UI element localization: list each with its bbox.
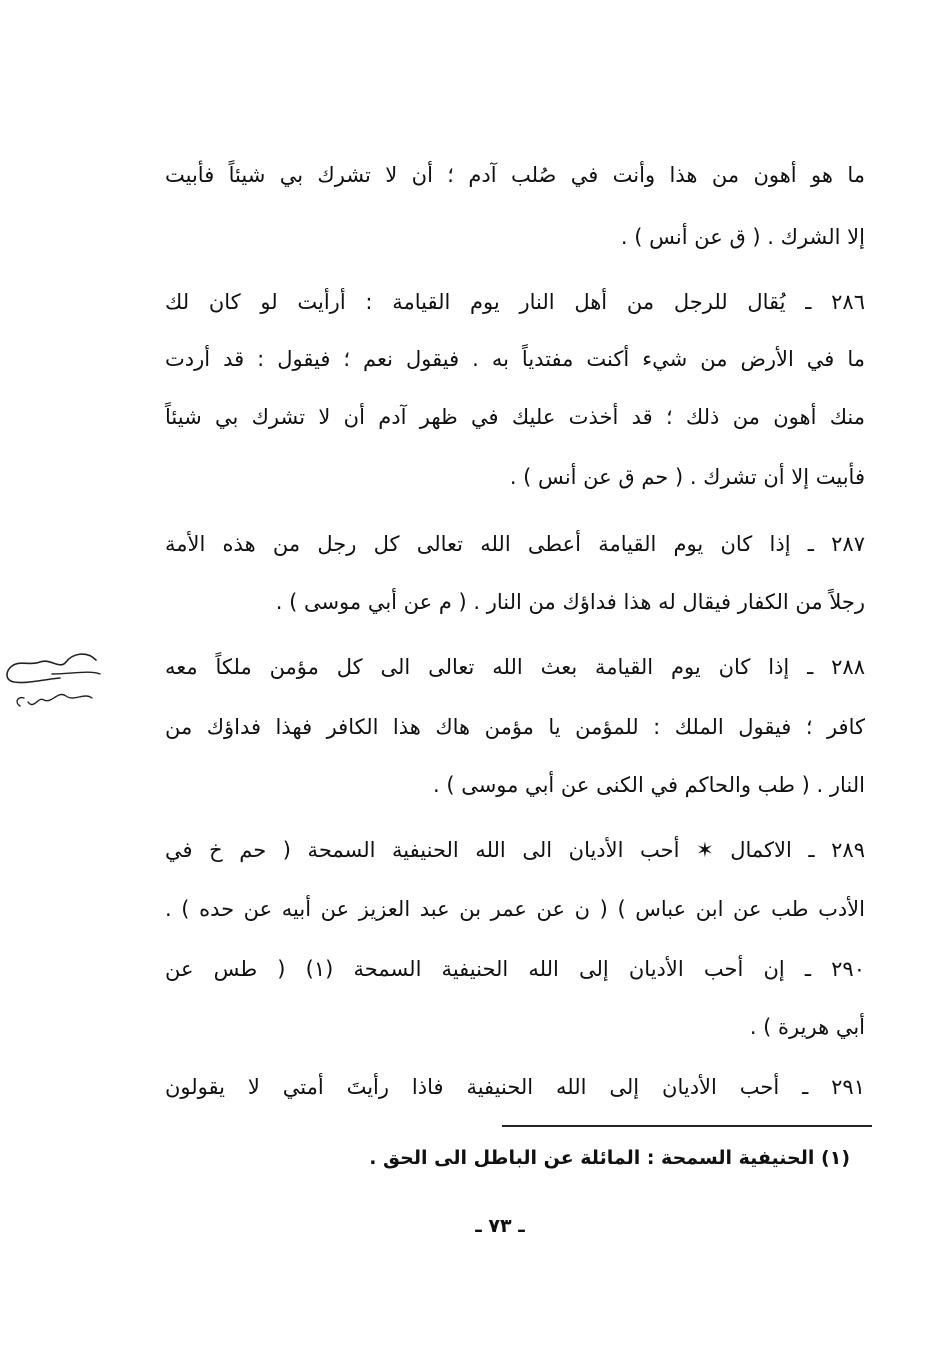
text-line: أبي هريرة ) . (749, 1015, 865, 1039)
text-line: ما هو أهون من هذا وأنت في صُلب آدم ؛ أن لا تشرك بي شيئاً فأبيت (165, 163, 865, 187)
footnote-divider (502, 1125, 872, 1127)
page-number: ـ ٧٣ ـ (475, 1215, 525, 1237)
handwriting-stroke (17, 698, 24, 706)
text-line: ٢٨٩ ـ الاكمال ✶ أحب الأديان الى الله الحنيفية السمحة ( حم خ في (165, 838, 865, 862)
text-line: منك أهون من ذلك ؛ قد أخذت عليك في ظهر آدم أن لا تشرك بي شيئاً (165, 405, 865, 429)
text-line: ٢٨٦ ـ يُقال للرجل من أهل النار يوم القيامة : أرأيت لو كان لك (165, 290, 865, 314)
text-line: إلا الشرك . ( ق عن أنس ) . (620, 225, 865, 249)
text-line: ٢٩٠ ـ إن أحب الأديان إلى الله الحنيفية السمحة (١) ( طس عن (165, 957, 865, 981)
text-line: كافر ؛ فيقول الملك : للمؤمن يا مؤمن هاك هذا الكافر فهذا فداؤك من (165, 715, 865, 739)
handwriting-stroke (52, 672, 100, 674)
text-line: الأدب طب عن ابن عباس ) ( ن عن عمر بن عبد العزيز عن أبيه عن حده ) . (165, 897, 865, 921)
text-line: ٢٩١ ـ أحب الأديان إلى الله الحنيفية فاذا رأيتَ أمتي لا يقولون (165, 1075, 865, 1099)
main-text (165, 0, 865, 1120)
text-line: ٢٨٧ ـ إذا كان يوم القيامة أعطى الله تعالى كل رجل من هذه الأمة (165, 532, 865, 556)
text-line: رجلاً من الكفار فيقال له هذا فداؤك من النار . ( م عن أبي موسى ) . (275, 590, 865, 614)
handwritten-margin-note (0, 640, 110, 720)
text-line: ما في الأرض من شيء أكنت مفتدياً به . فيقول نعم ؛ فيقول : قد أردت (165, 347, 865, 371)
text-line: النار . ( طب والحاكم في الكنى عن أبي موسى ) . (432, 773, 865, 797)
handwriting-stroke (7, 654, 96, 682)
text-line: فأبيت إلا أن تشرك . ( حم ق عن أنس ) . (509, 465, 865, 489)
footnote: (١) الحنيفية السمحة : المائلة عن الباطل الى الحق . (369, 1147, 850, 1169)
text-line: ٢٨٨ ـ إذا كان يوم القيامة بعث الله تعالى الى كل مؤمن ملكاً معه (165, 655, 865, 679)
handwriting-stroke (28, 694, 92, 704)
